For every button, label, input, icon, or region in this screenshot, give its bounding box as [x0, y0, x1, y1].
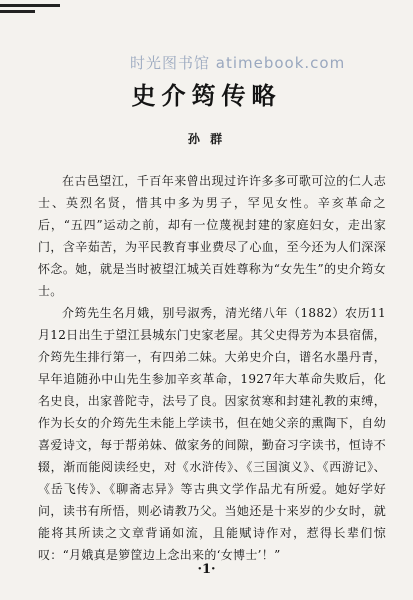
- watermark: 时光图书馆 atimebook.com: [130, 54, 346, 72]
- page-title: 史介筠传略: [131, 81, 282, 110]
- author-byline: 孙 群: [187, 132, 226, 146]
- paragraph: 介筠先生名月娥，别号淑秀，清光绪八年（1882）农历11月12日出生于望江县城东门史家老屋。其父史得芳为本县宿儒，介筠先生排行第一，有四弟二妹。大弟史介白，谱名水墨丹青，早年追随孙中山先生参加辛亥革命，1927年大革命失败后，化名史良，出家普陀寺，法号了良。因家贫寒和封建礼教的束缚，作为长女的介筠先生未能上学读书，但在她父亲的熏陶下，自幼喜爱诗文，每于帮弟妹、做家务的间隙，勤奋习字读书，恒诗不辍，渐而能阅读经史，对《水浒传》、《三国演义》、《西游记》、《岳飞传》、《聊斋志异》等古典文学作品尤有所爱。她好学好问，读书有所悟，则必请教乃父。当她还是十来岁的少女时，就能将其所读之文章背诵如流，且能赋诗作对，惹得长辈们惊叹：“月娥真是箩筐边上念出来的‘女博士’！”: [38, 306, 386, 562]
- paragraph: 在古邑望江，千百年来曾出现过许许多多可歌可泣的仁人志士、英烈名贤，惜其中多为男子，罕见女性。辛亥革命之后，“五四”运动之前，却有一位蔑视封建的家庭妇女，走出家门，含辛茹苦，为平民教育事业费尽了心血，至今还为人们深深怀念。她，就是当时被望江城关百姓尊称为“女先生”的史介筠女士。: [38, 174, 386, 298]
- top-decorative-rule: [0, 4, 60, 7]
- page-number: ·1·: [197, 562, 216, 577]
- top-decorative-rule-short: [0, 10, 35, 13]
- article-body: [38, 170, 386, 566]
